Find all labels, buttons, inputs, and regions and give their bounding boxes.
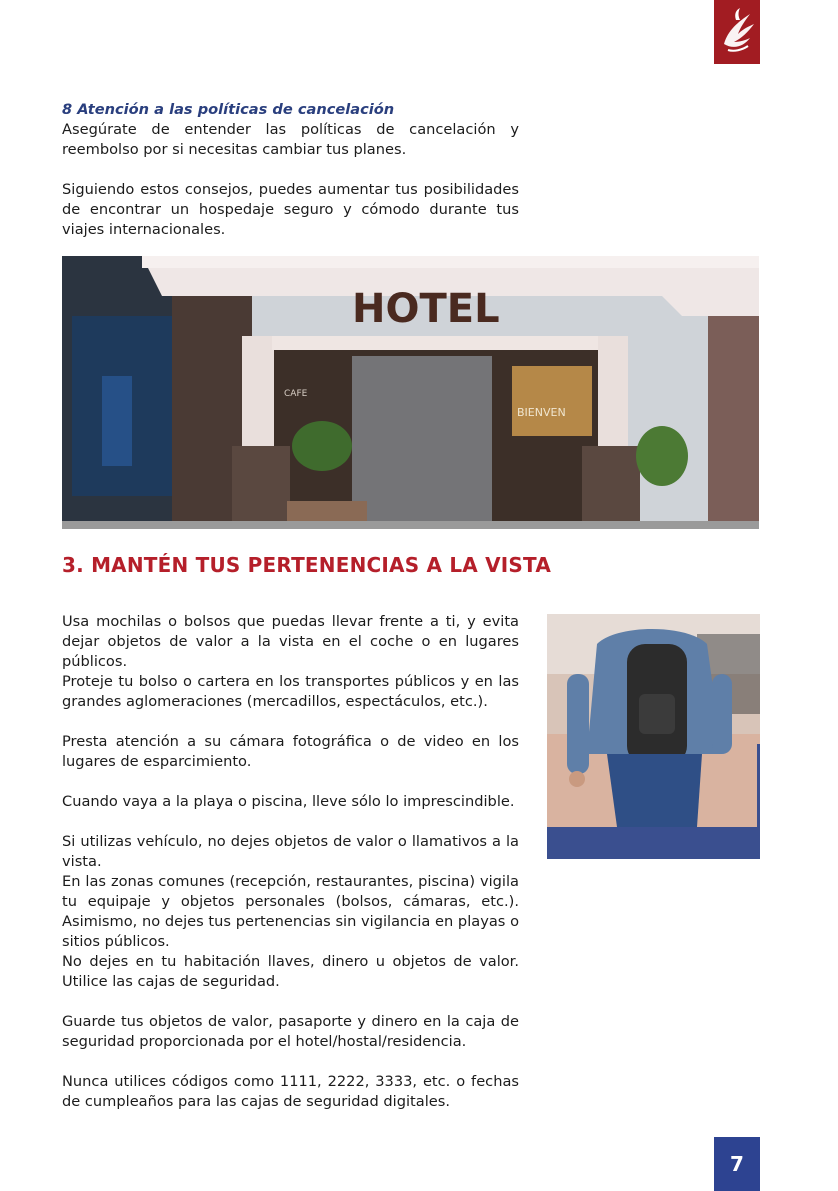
intro-paragraph-2: Siguiendo estos consejos, puedes aumentar tus posibilidades de encontrar un hospedaje seguro y cómodo durante tus viajes internacionales. (62, 181, 519, 238)
intro-paragraph-1: Asegúrate de entender las políticas de cancelación y reembolso por si necesitas cambiar tus planes. (62, 121, 519, 158)
tip-paragraph-1: Usa mochilas o bolsos que puedas llevar frente a ti, y evita dejar objetos de valor a la vista en el coche o en lugares públicos. (62, 613, 519, 670)
tip-paragraph-8: Guarde tus objetos de valor, pasaporte y dinero en la caja de seguridad proporcionada por el hotel/hostal/residencia. (62, 1013, 519, 1050)
tip-paragraph-9: Nunca utilices códigos como 1111, 2222, 3333, etc. o fechas de cumpleaños para las cajas de seguridad digitales. (62, 1073, 519, 1110)
photo-accent-bar (757, 744, 760, 827)
tip-paragraph-5: Si utilizas vehículo, no dejes objetos de valor o llamativos a la vista. (62, 833, 519, 870)
brand-logo (714, 0, 760, 64)
tip-paragraph-2: Proteje tu bolso o cartera en los transportes públicos y en las grandes aglomeraciones (mercadillos, espectáculos, etc.). (62, 673, 519, 710)
tip-paragraph-4: Cuando vaya a la playa o piscina, lleve sólo lo imprescindible. (62, 793, 515, 810)
tip-paragraph-3: Presta atención a su cámara fotográfica o de video en los lugares de esparcimiento. (62, 733, 519, 770)
tip-paragraph-7: No dejes en tu habitación llaves, dinero u objetos de valor. Utilice las cajas de seguridad. (62, 953, 519, 990)
bird-logo-icon (714, 0, 760, 64)
page-number: 7 (714, 1137, 760, 1191)
policy-subheading: 8 Atención a las políticas de cancelación (62, 101, 395, 118)
hotel-entrance-photo (62, 256, 759, 529)
tip-paragraph-6: En las zonas comunes (recepción, restaurantes, piscina) vigila tu equipaje y objetos personales (bolsos, cámaras, etc.). Asimismo, no dejes tus pertenencias sin vigilancia en playas o sitios públicos. (62, 873, 519, 950)
section-title: 3. MANTÉN TUS PERTENENCIAS A LA VISTA (62, 553, 552, 577)
cafe-sign: CAFE (284, 389, 308, 399)
photo-caption-bar (547, 827, 760, 859)
welcome-sign: BIENVEN (517, 406, 566, 419)
hotel-sign: HOTEL (352, 286, 500, 332)
backpack-woman-photo (547, 614, 760, 827)
